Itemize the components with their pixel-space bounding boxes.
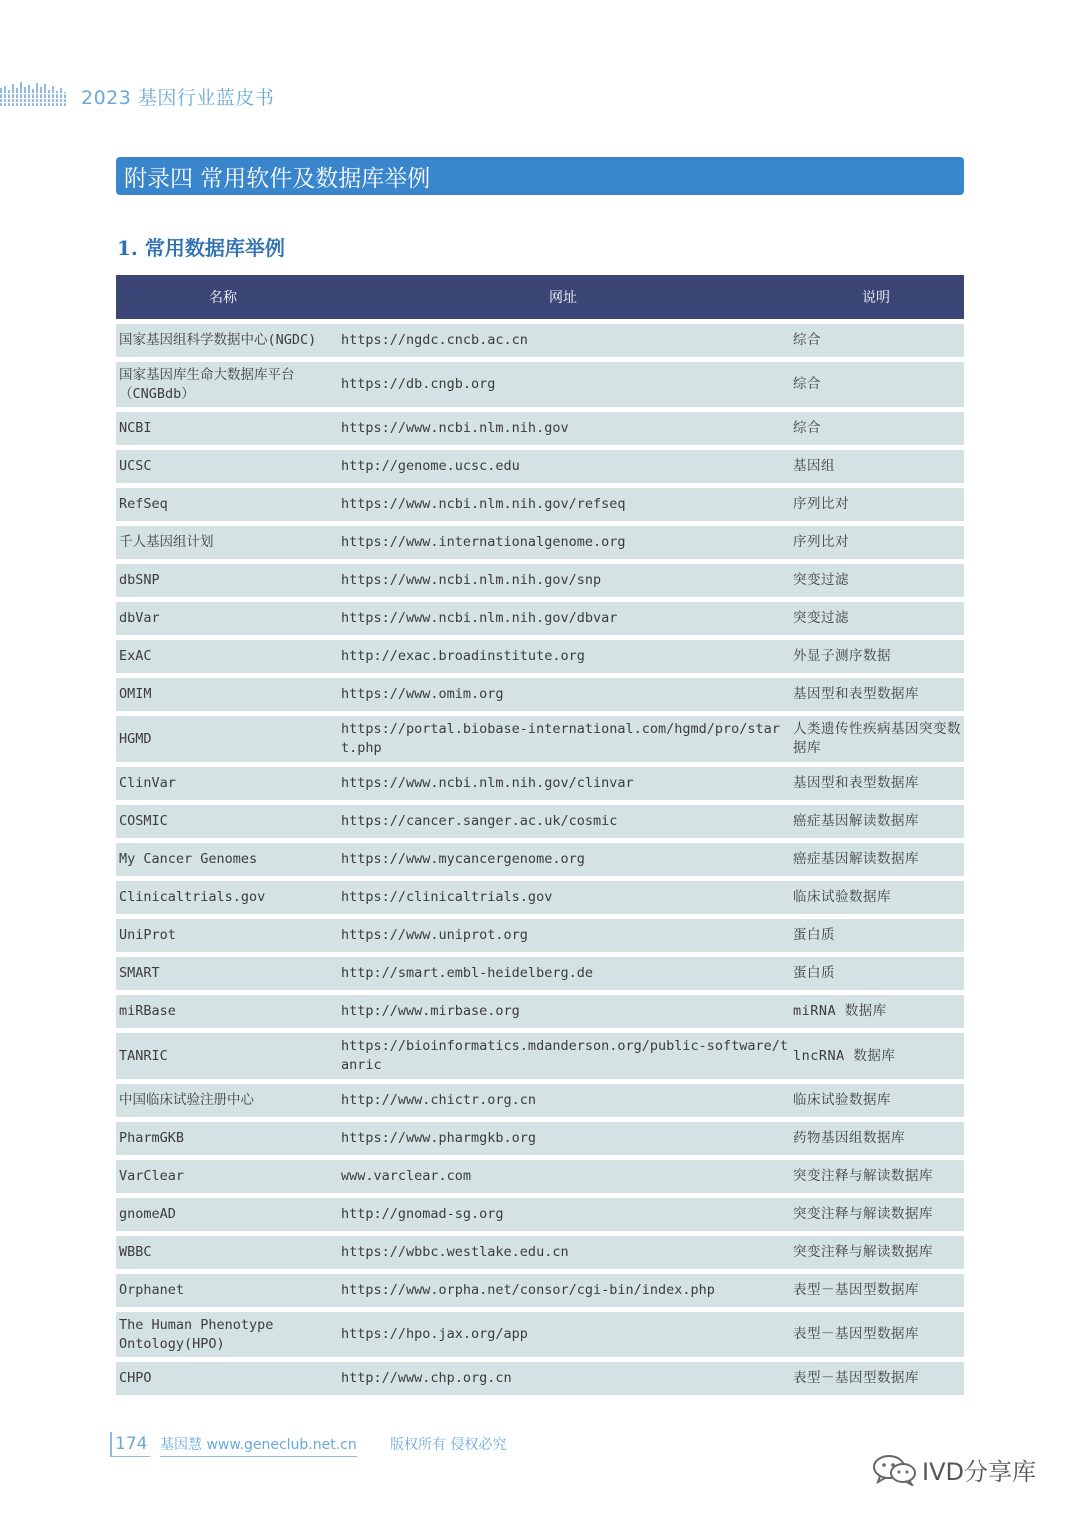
cell-name: Orphanet bbox=[119, 1282, 185, 1298]
cell-url[interactable]: https://www.internationalgenome.org bbox=[341, 534, 626, 550]
cell-name: HGMD bbox=[119, 730, 152, 747]
section-title: 1. 常用数据库举例 bbox=[117, 236, 285, 260]
cell-description: 基因型和表型数据库 bbox=[793, 686, 919, 702]
cell-description: miRNA 数据库 bbox=[793, 1003, 887, 1019]
cell-name: RefSeq bbox=[119, 496, 168, 512]
cell-name: OMIM bbox=[119, 686, 152, 702]
cell-name: My Cancer Genomes bbox=[119, 851, 258, 867]
cell-description: 表型－基因型数据库 bbox=[793, 1370, 919, 1386]
cell-name: ClinVar bbox=[119, 775, 176, 791]
cell-description: 表型－基因型数据库 bbox=[793, 1282, 919, 1298]
cell-description: 癌症基因解读数据库 bbox=[793, 851, 919, 867]
header-bars-decoration bbox=[0, 82, 68, 106]
cell-description: 蛋白质 bbox=[793, 927, 835, 943]
cell-name: UCSC bbox=[119, 458, 152, 474]
cell-name: PharmGKB bbox=[119, 1130, 185, 1146]
cell-description: 综合 bbox=[793, 376, 821, 392]
table-row bbox=[116, 1122, 964, 1155]
column-header-url: 网址 bbox=[549, 290, 577, 306]
cell-url[interactable]: https://www.ncbi.nlm.nih.gov/clinvar bbox=[341, 775, 634, 791]
cell-url[interactable]: https://db.cngb.org bbox=[341, 376, 496, 392]
page-number: 174 bbox=[110, 1432, 150, 1457]
cell-description: 表型－基因型数据库 bbox=[793, 1326, 919, 1342]
table-row bbox=[116, 640, 964, 673]
cell-name: dbVar bbox=[119, 610, 160, 626]
cell-url[interactable]: https://www.pharmgkb.org bbox=[341, 1130, 537, 1146]
cell-url[interactable]: https://portal.biobase-international.com/hgmd/pro/start.php bbox=[341, 721, 780, 756]
cell-name: dbSNP bbox=[119, 572, 160, 588]
table-row bbox=[116, 1274, 964, 1307]
table-row bbox=[116, 767, 964, 800]
cell-url[interactable]: https://www.orpha.net/consor/cgi-bin/index.php bbox=[341, 1282, 715, 1298]
cell-name: 中国临床试验注册中心 bbox=[119, 1092, 254, 1108]
cell-url[interactable]: https://www.ncbi.nlm.nih.gov bbox=[341, 420, 569, 436]
cell-name: UniProt bbox=[119, 927, 176, 943]
cell-name: COSMIC bbox=[119, 813, 168, 829]
cell-name: CHPO bbox=[119, 1370, 152, 1386]
cell-url[interactable]: https://www.mycancergenome.org bbox=[341, 851, 585, 867]
table-row bbox=[116, 1236, 964, 1269]
footer-copyright: 版权所有 侵权必究 bbox=[390, 1437, 507, 1453]
cell-url[interactable]: https://cancer.sanger.ac.uk/cosmic bbox=[341, 813, 618, 829]
table-row bbox=[116, 1198, 964, 1231]
table-row bbox=[116, 957, 964, 990]
cell-description: 序列比对 bbox=[793, 496, 849, 512]
cell-description: 突变注释与解读数据库 bbox=[793, 1206, 933, 1222]
table-row bbox=[116, 488, 964, 521]
table-row bbox=[116, 881, 964, 914]
cell-url[interactable]: https://www.ncbi.nlm.nih.gov/dbvar bbox=[341, 610, 618, 626]
table-row bbox=[116, 1160, 964, 1193]
cell-url[interactable]: https://bioinformatics.mdanderson.org/public-software/tanric bbox=[341, 1038, 789, 1073]
table-row bbox=[116, 1312, 964, 1357]
cell-url[interactable]: https://www.uniprot.org bbox=[341, 927, 528, 943]
cell-description: 基因组 bbox=[793, 458, 835, 474]
cell-description: 综合 bbox=[793, 332, 821, 348]
table-row bbox=[116, 324, 964, 357]
table-row bbox=[116, 362, 964, 407]
column-header-description: 说明 bbox=[862, 290, 890, 306]
cell-url[interactable]: https://www.omim.org bbox=[341, 686, 504, 702]
table-row bbox=[116, 1362, 964, 1395]
column-header-name: 名称 bbox=[209, 290, 237, 306]
cell-description: 蛋白质 bbox=[793, 965, 835, 981]
cell-url[interactable]: http://genome.ucsc.edu bbox=[341, 458, 520, 474]
cell-name: SMART bbox=[119, 965, 160, 981]
cell-description: 综合 bbox=[793, 420, 821, 436]
cell-url[interactable]: www.varclear.com bbox=[341, 1168, 472, 1184]
cell-url[interactable]: http://www.chictr.org.cn bbox=[341, 1092, 537, 1108]
table-row bbox=[116, 716, 964, 762]
cell-name: gnomeAD bbox=[119, 1206, 176, 1222]
cell-name: Clinicaltrials.gov bbox=[119, 889, 266, 905]
cell-description: 突变注释与解读数据库 bbox=[793, 1244, 933, 1260]
table-body bbox=[116, 324, 964, 1400]
cell-name: ExAC bbox=[119, 648, 152, 664]
cell-name: WBBC bbox=[119, 1244, 152, 1260]
cell-url[interactable]: https://www.ncbi.nlm.nih.gov/refseq bbox=[341, 496, 626, 512]
cell-url[interactable]: https://wbbc.westlake.edu.cn bbox=[341, 1244, 569, 1260]
cell-description: 突变注释与解读数据库 bbox=[793, 1168, 933, 1184]
watermark-text: IVD分享库 bbox=[922, 1458, 1036, 1486]
cell-description: 临床试验数据库 bbox=[793, 889, 891, 905]
cell-description: 临床试验数据库 bbox=[793, 1092, 891, 1108]
table-row bbox=[116, 450, 964, 483]
cell-name: VarClear bbox=[119, 1168, 185, 1184]
table-row bbox=[116, 805, 964, 838]
watermark bbox=[872, 1452, 1036, 1487]
cell-description: 序列比对 bbox=[793, 534, 849, 550]
table-row bbox=[116, 412, 964, 445]
table-row bbox=[116, 1084, 964, 1117]
header-title: 2023 基因行业蓝皮书 bbox=[81, 87, 275, 109]
cell-name: 国家基因组科学数据中心(NGDC) bbox=[119, 332, 317, 348]
cell-description: 突变过滤 bbox=[793, 610, 849, 626]
cell-description: 突变过滤 bbox=[793, 572, 849, 588]
cell-url[interactable]: http://smart.embl-heidelberg.de bbox=[341, 965, 593, 981]
appendix-heading-bar bbox=[116, 157, 964, 195]
cell-url[interactable]: http://www.mirbase.org bbox=[341, 1003, 520, 1019]
appendix-title: 附录四 常用软件及数据库举例 bbox=[124, 165, 431, 192]
table-header bbox=[116, 275, 964, 319]
cell-name: 国家基因库生命大数据库平台（CNGBdb） bbox=[119, 366, 295, 402]
cell-name: The Human Phenotype Ontology(HPO) bbox=[119, 1316, 274, 1352]
table-row bbox=[116, 919, 964, 952]
table-row bbox=[116, 1033, 964, 1079]
table-row bbox=[116, 678, 964, 711]
cell-description: 人类遗传性疾病基因突变数据库 bbox=[793, 721, 961, 756]
cell-name: 千人基因组计划 bbox=[119, 534, 214, 550]
cell-url[interactable]: http://gnomad-sg.org bbox=[341, 1206, 504, 1222]
cell-description: 外显子测序数据 bbox=[793, 648, 891, 664]
cell-url[interactable]: https://ngdc.cncb.ac.cn bbox=[341, 332, 528, 348]
cell-description: 药物基因组数据库 bbox=[793, 1130, 905, 1146]
cell-name: miRBase bbox=[119, 1003, 176, 1019]
cell-description: lncRNA 数据库 bbox=[793, 1047, 896, 1064]
table-row bbox=[116, 995, 964, 1028]
cell-url[interactable]: http://www.chp.org.cn bbox=[341, 1370, 512, 1386]
table-row bbox=[116, 526, 964, 559]
table-row bbox=[116, 602, 964, 635]
cell-url[interactable]: https://www.ncbi.nlm.nih.gov/snp bbox=[341, 572, 602, 588]
table-row bbox=[116, 564, 964, 597]
wechat-icon bbox=[872, 1454, 918, 1486]
cell-url[interactable]: https://hpo.jax.org/app bbox=[341, 1326, 528, 1342]
cell-description: 癌症基因解读数据库 bbox=[793, 813, 919, 829]
table-row bbox=[116, 843, 964, 876]
cell-description: 基因型和表型数据库 bbox=[793, 775, 919, 791]
cell-name: TANRIC bbox=[119, 1047, 168, 1064]
footer-site: 基因慧 www.geneclub.net.cn bbox=[160, 1434, 357, 1457]
cell-url[interactable]: http://exac.broadinstitute.org bbox=[341, 648, 585, 664]
cell-url[interactable]: https://clinicaltrials.gov bbox=[341, 889, 553, 905]
cell-name: NCBI bbox=[119, 420, 152, 436]
